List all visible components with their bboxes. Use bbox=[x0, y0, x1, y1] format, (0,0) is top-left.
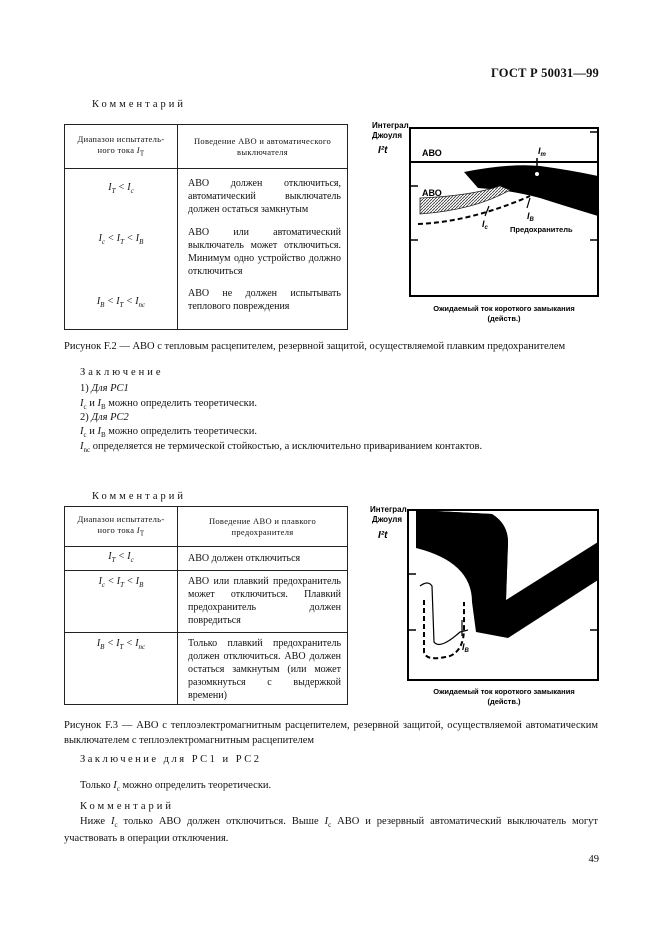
chart1-label-ib: $I_B$ bbox=[527, 211, 534, 223]
table1-range-1: $I_T < I_c$ bbox=[108, 182, 134, 195]
comment-table-1 bbox=[64, 124, 348, 330]
page-number: 49 bbox=[588, 854, 599, 865]
table1-col2-header: Поведение АВО и автоматического выключателя bbox=[178, 125, 348, 169]
chart-f2 bbox=[360, 118, 610, 333]
comment2-text: Ниже $I_c$ только АВО должен отключиться. Выше $I_c$ АВО и резервный автоматический выключатель могут участвовать в операции отключения. bbox=[64, 816, 599, 845]
chart2-xlabel-2: (действ.) bbox=[487, 697, 521, 706]
chart1-label-ic: $I_c$ bbox=[482, 219, 488, 231]
conclusion-title-2: Заключение для РС1 и РС2 bbox=[80, 754, 262, 765]
table1-range-3: $I_B < I_T < I_{nc}$ bbox=[96, 296, 146, 309]
table2-col2-header: Поведение АВО и плавкого предохранителя bbox=[178, 507, 348, 547]
conclusion1-item-3: 2) Для РС2 bbox=[80, 412, 129, 423]
comment-title-1: Комментарий bbox=[92, 99, 186, 110]
chart1-ylabel-3: I²t bbox=[378, 145, 388, 156]
conclusion1-item-2: $I_c$ и $I_B$ можно определить теоретически. bbox=[80, 398, 257, 412]
table2-range-2: $I_c < I_T < I_B$ bbox=[65, 571, 178, 633]
conclusion1-item-1: 1) Для РС1 bbox=[80, 383, 129, 394]
conclusion2-text: Только $I_c$ можно определить теоретически. bbox=[80, 780, 272, 794]
table1-range-2: $I_c < I_T < I_B$ bbox=[98, 233, 144, 246]
chart2-ylabel-2: Джоуля bbox=[372, 515, 403, 524]
standard-header: ГОСТ Р 50031—99 bbox=[490, 66, 599, 80]
chart1-label-abo-top: АВО bbox=[422, 148, 442, 158]
chart2-xlabel-1: Ожидаемый ток короткого замыкания bbox=[433, 687, 575, 696]
chart-f3 bbox=[360, 502, 610, 707]
table2-behavior-3: Только плавкий предохранитель должен отключиться. АВО должен остаться замкнутым (или может разомкнуться с выдержкой времени) bbox=[178, 633, 348, 705]
table2-range-3: $I_B < I_T < I_{nc}$ bbox=[65, 633, 178, 705]
chart1-ylabel-2: Джоуля bbox=[372, 131, 403, 140]
chart2-ylabel-3: I²t bbox=[378, 530, 388, 541]
chart2-abo-outline bbox=[420, 583, 468, 644]
chart1-label-abo-mid: АВО bbox=[422, 188, 442, 198]
comment-table-2 bbox=[64, 506, 348, 705]
conclusion1-item-5: $I_{nc}$ определяется не термической стойкостью, а исключительно привариванием контактов. bbox=[80, 441, 483, 455]
table1-col1-header: Диапазон испытатель- ного тока $I_T$ bbox=[65, 125, 178, 169]
table2-range-1: $I_T < I_c$ bbox=[65, 547, 178, 571]
chart1-label-im: $I_m$ bbox=[538, 146, 546, 158]
chart1-xlabel-2: (действ.) bbox=[487, 314, 521, 323]
table2-behavior-2: АВО или плавкий предохранитель может отключиться. Плавкий предохранитель должен повредиться bbox=[178, 571, 348, 633]
chart1-label-fuse: Предохранитель bbox=[510, 225, 573, 234]
comment-title-2: Комментарий bbox=[92, 491, 186, 502]
table1-behavior-2: АВО или автоматический выключатель может отключиться. Минимум одно устройство должно отключиться bbox=[188, 227, 341, 277]
chart2-label-ib: $I_B$ bbox=[462, 642, 469, 654]
caption-f3: Рисунок F.3 — АВО с теплоэлектромагнитным расцепителем, резервной защитой, осуществляемой автоматическим выключателем с теплоэлектромагнитным расцепителем bbox=[64, 720, 598, 746]
comment-title-3: Комментарий bbox=[80, 801, 174, 812]
conclusion1-item-4: $I_c$ и $I_B$ можно определить теоретически. bbox=[80, 426, 257, 440]
caption-f2: Рисунок F.2 — АВО с тепловым расцепителем, резервной защитой, осуществляемой плавким предохранителем bbox=[64, 341, 566, 352]
chart2-dashed-curve bbox=[424, 600, 464, 658]
chart1-xlabel-1: Ожидаемый ток короткого замыкания bbox=[433, 304, 575, 313]
chart2-ylabel-1: Интеграл bbox=[370, 505, 407, 514]
table2-col1-header: Диапазон испытатель- ного тока $I_T$ bbox=[65, 507, 178, 547]
table2-behavior-1: АВО должен отключиться bbox=[178, 547, 348, 571]
table1-behavior-3: АВО не должен испытывать теплового повреждения bbox=[188, 288, 341, 312]
table1-behavior-1: АВО должен отключиться, автоматический выключатель должен остаться замкнутым bbox=[188, 178, 341, 215]
conclusion-title-1: Заключение bbox=[80, 367, 164, 378]
chart1-ylabel-1: Интеграл bbox=[372, 121, 409, 130]
